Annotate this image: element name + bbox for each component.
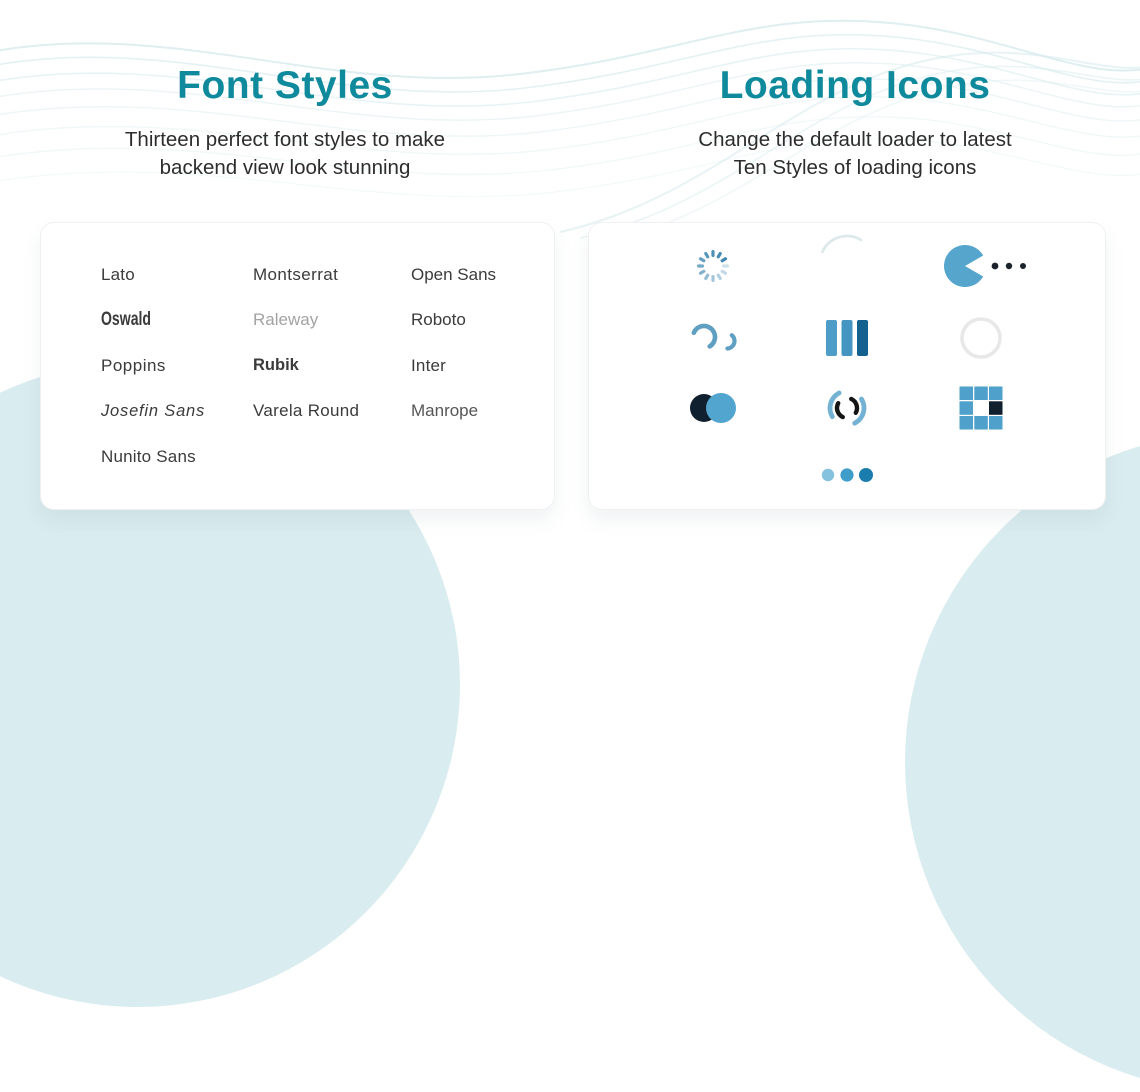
- dash-spinner-icon: [665, 234, 761, 298]
- loading-icons-section: [570, 0, 1140, 182]
- decor-blob-bottom-right: [905, 432, 1140, 1092]
- font-sample-montserrat: Montserrat: [253, 264, 339, 284]
- font-sample-josefin-sans: Josefin Sans: [101, 401, 206, 420]
- square-grid-loader-icon: [933, 376, 1029, 440]
- loading-icons-title: Loading Icons: [719, 64, 991, 107]
- pacman-loader-icon: [933, 234, 1029, 298]
- font-styles-subtitle-line1: Thirteen perfect font styles to make: [124, 128, 446, 151]
- font-sample-lato: Lato: [101, 264, 135, 284]
- font-list-column-1: [101, 252, 205, 480]
- font-sample-open-sans: Open Sans: [411, 264, 497, 284]
- font-list-column-3: [411, 252, 496, 434]
- font-styles-card: [40, 222, 555, 510]
- font-styles-subtitle-line2: backend view look stunning: [159, 156, 411, 179]
- font-sample-manrope: Manrope: [411, 401, 479, 421]
- loading-icons-subtitle-line2: Ten Styles of loading icons: [733, 156, 977, 179]
- font-sample-oswald: Oswald: [101, 309, 152, 331]
- font-list-column-2: [253, 252, 359, 434]
- font-sample-inter: Inter: [411, 355, 447, 375]
- broken-ring-spinner-icon: [799, 376, 895, 440]
- font-sample-roboto: Roboto: [411, 310, 466, 330]
- font-sample-varela-round: Varela Round: [253, 401, 360, 421]
- font-sample-raleway: Raleway: [253, 310, 319, 330]
- font-styles-section: [0, 0, 570, 182]
- loading-icons-subtitle: [570, 126, 1140, 182]
- vertical-bars-loader-icon: [799, 306, 895, 370]
- font-styles-title: Font Styles: [177, 64, 393, 107]
- font-styles-subtitle: [0, 126, 570, 182]
- dual-crescent-spinner-icon: [665, 306, 761, 370]
- loading-icons-subtitle-line1: Change the default loader to latest: [698, 128, 1012, 151]
- font-sample-poppins: Poppins: [101, 355, 166, 375]
- loading-icons-card: [588, 222, 1106, 510]
- font-sample-nunito-sans: Nunito Sans: [101, 446, 196, 466]
- font-sample-rubik: Rubik: [253, 356, 299, 375]
- thin-arc-spinner-icon: [799, 231, 895, 295]
- ring-loader-icon: [933, 306, 1029, 370]
- dual-ball-loader-icon: [665, 376, 761, 440]
- three-dots-loader-icon: [799, 443, 895, 507]
